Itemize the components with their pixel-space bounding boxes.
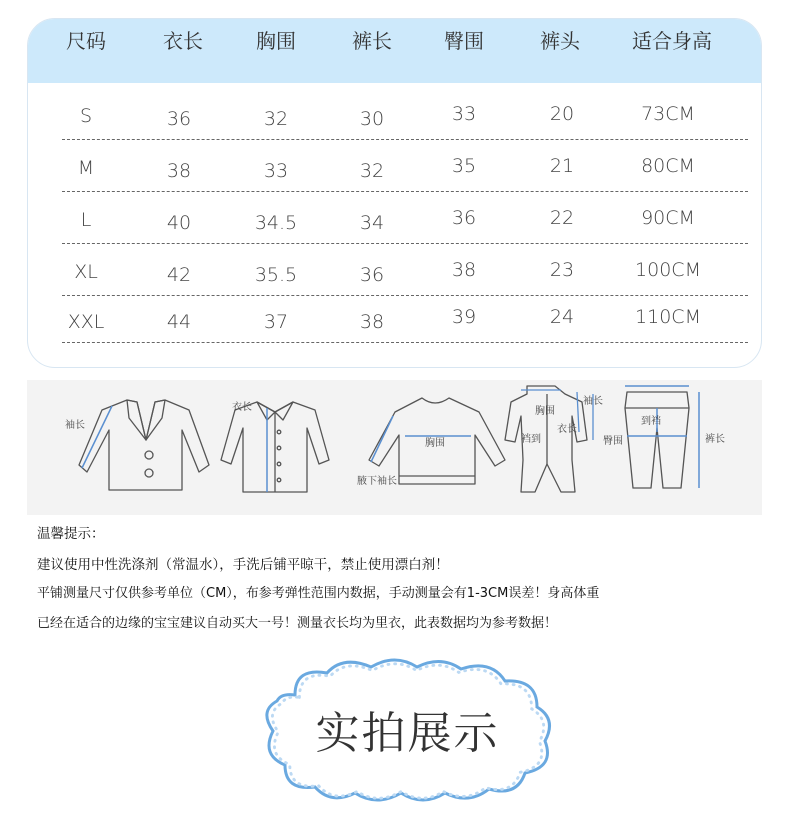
cell-length: 38 (166, 160, 192, 182)
cell-hip: 36 (451, 207, 477, 229)
label-sweater-sleeve: 腋下袖长 (357, 476, 397, 487)
row-divider (62, 191, 748, 192)
garment-drawings (27, 380, 762, 515)
cell-waist: 23 (549, 259, 575, 281)
banner-title: 实拍展示 (315, 708, 500, 759)
table-row (28, 157, 761, 209)
cell-length: 36 (166, 108, 192, 130)
header-pants-length: 裤长 (352, 29, 392, 53)
measurement-diagram (27, 380, 762, 515)
cell-chest: 32 (263, 108, 289, 130)
row-divider (62, 243, 748, 244)
table-row (28, 209, 761, 261)
notes-title: 温馨提示： (37, 526, 105, 542)
cell-size: S (79, 105, 93, 127)
cell-hip: 35 (451, 155, 477, 177)
jacket-drawing (79, 400, 209, 490)
row-divider (62, 342, 748, 343)
cell-waist: 21 (549, 155, 575, 177)
cell-hip: 33 (451, 103, 477, 125)
cell-pants-length: 30 (359, 108, 385, 130)
cell-size: XXL (67, 311, 105, 333)
table-row (28, 105, 761, 157)
cell-pants-length: 36 (359, 264, 385, 286)
cell-height: 90CM (641, 207, 695, 229)
shirt-drawing (221, 402, 329, 492)
cell-pants-length: 32 (359, 160, 385, 182)
cell-waist: 20 (549, 103, 575, 125)
cell-height: 73CM (641, 103, 695, 125)
notes-line-2: 平铺测量尺寸仅供参考单位（CM），布参考弹性范围内数据，手动测量会有1-3CM误差！身高体重 (37, 586, 600, 601)
label-romper-inseam: 裆到 (521, 434, 541, 445)
label-pants-length: 裤长 (705, 434, 725, 445)
header-hip: 臀围 (444, 29, 484, 53)
cell-height: 80CM (641, 155, 695, 177)
label-romper-sleeve: 袖长 (583, 396, 603, 407)
cell-size: M (77, 157, 95, 179)
cell-waist: 22 (549, 207, 575, 229)
header-waist: 裤头 (540, 29, 580, 53)
header-size: 尺码 (66, 29, 106, 53)
label-romper-length: 衣长 (557, 424, 577, 435)
cell-chest: 35.5 (254, 264, 298, 286)
cell-chest: 37 (263, 311, 289, 333)
size-table-header (28, 19, 761, 83)
cell-length: 44 (166, 311, 192, 333)
label-sweater-chest: 胸围 (425, 438, 445, 449)
label-pants-crotch: 到裆 (641, 416, 661, 427)
header-height: 适合身高 (632, 29, 712, 53)
header-chest: 胸围 (256, 29, 296, 53)
header-length: 衣长 (163, 29, 203, 53)
cell-pants-length: 34 (359, 212, 385, 234)
cell-length: 40 (166, 212, 192, 234)
row-divider (62, 139, 748, 140)
cell-hip: 38 (451, 259, 477, 281)
label-jacket-sleeve: 袖长 (65, 420, 85, 431)
photo-section-banner (255, 655, 560, 805)
label-pants-hip: 臀围 (603, 436, 623, 447)
cell-chest: 33 (263, 160, 289, 182)
notes-line-3: 已经在适合的边缘的宝宝建议自动买大一号！测量衣长均为里衣，此表数据均为参考数据！ (37, 616, 558, 631)
table-row (28, 306, 761, 363)
cell-size: XL (74, 261, 98, 283)
size-table (27, 18, 762, 368)
cell-height: 110CM (635, 306, 701, 328)
pants-drawing (625, 386, 699, 488)
cell-waist: 24 (549, 306, 575, 328)
cell-chest: 34.5 (254, 212, 298, 234)
cell-pants-length: 38 (359, 311, 385, 333)
row-divider (62, 295, 748, 296)
cell-hip: 39 (451, 306, 477, 328)
label-romper-chest: 胸围 (535, 406, 555, 417)
cell-size: L (80, 209, 92, 231)
label-shirt-length: 衣长 (232, 402, 252, 413)
notes-line-1: 建议使用中性洗涤剂（常温水），手洗后铺平晾干，禁止使用漂白剂！ (37, 557, 449, 573)
cell-height: 100CM (635, 259, 701, 281)
cell-length: 42 (166, 264, 192, 286)
